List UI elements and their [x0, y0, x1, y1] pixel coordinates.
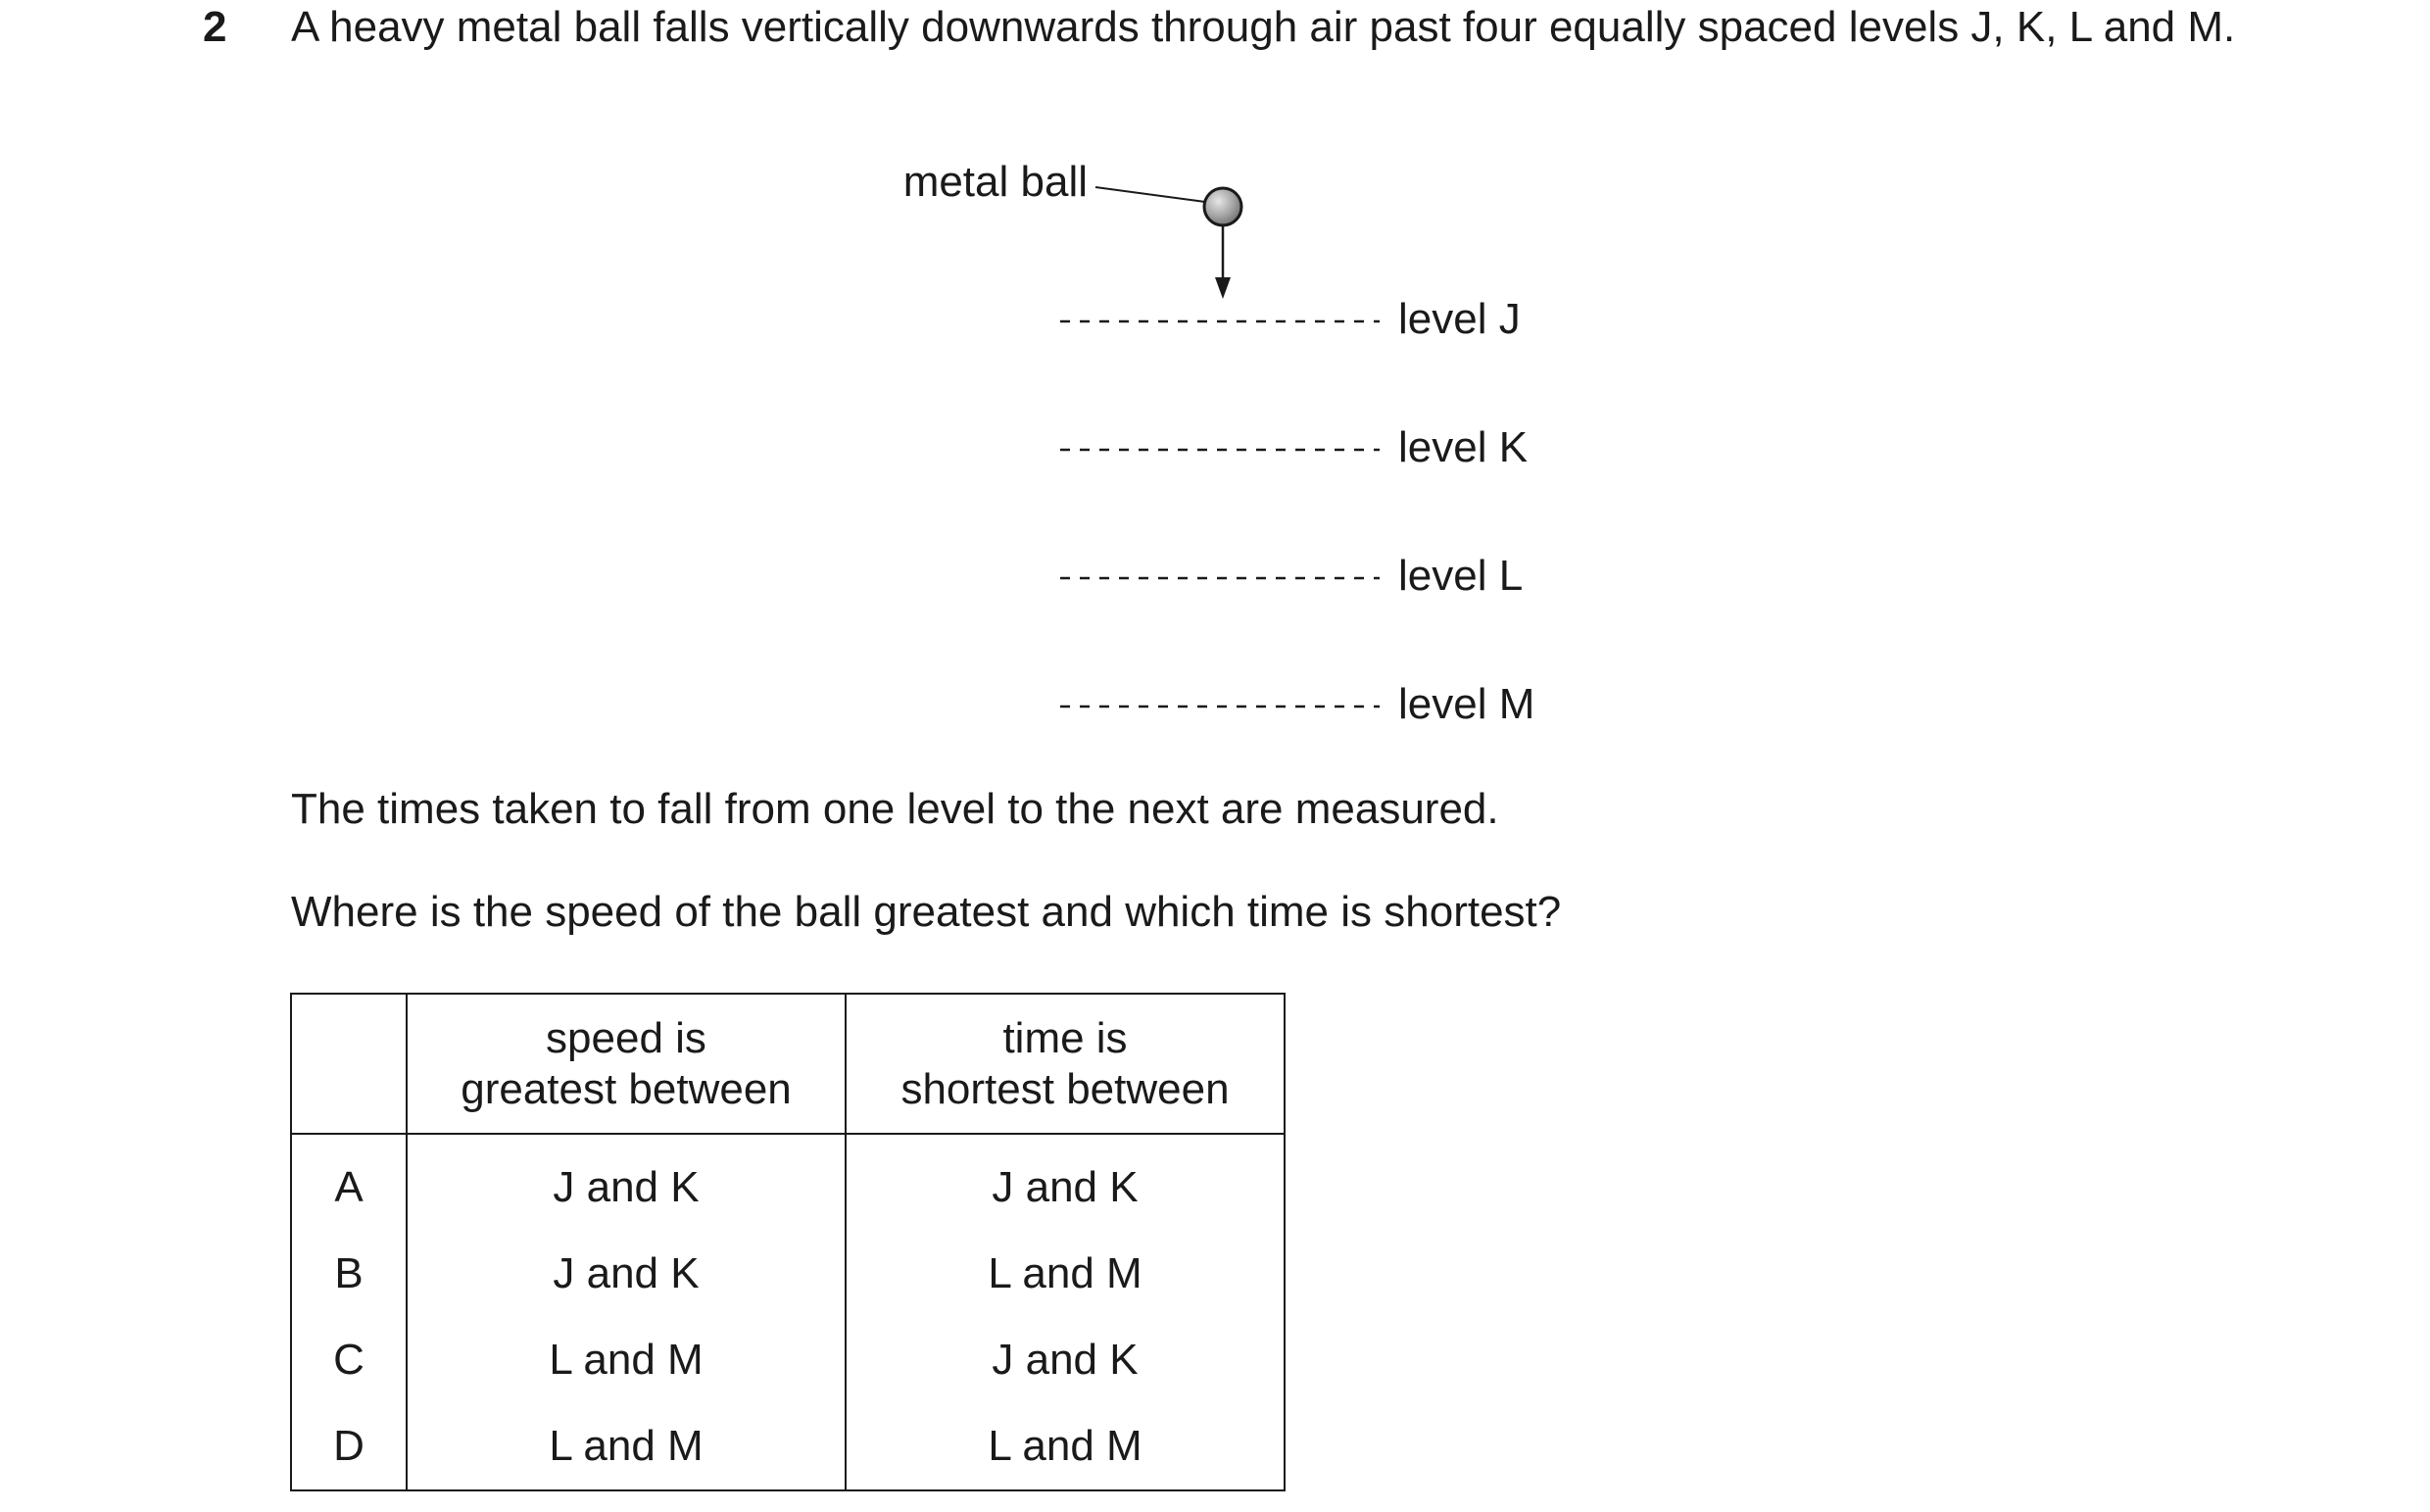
level-k-label: level K: [1398, 423, 1529, 471]
header-blank-cell: [291, 994, 407, 1134]
ball-label-leader: [1095, 187, 1205, 202]
measurement-statement: The times taken to fall from one level to the next are measured.: [291, 785, 1499, 833]
table-header-row: [291, 994, 1285, 1134]
question-stem: A heavy metal ball falls vertically downwards through air past four equally spaced levels J, K, L and M.: [291, 3, 2236, 51]
option-speed: L and M: [407, 1317, 846, 1403]
option-speed: L and M: [407, 1403, 846, 1490]
table-row[interactable]: [291, 1134, 1285, 1231]
level-l-label: level L: [1398, 552, 1524, 600]
option-time: L and M: [846, 1403, 1285, 1490]
metal-ball: [1204, 188, 1241, 225]
header-time-line2: shortest between: [900, 1064, 1230, 1113]
level-j-label: level J: [1398, 295, 1521, 343]
header-speed-cell: [407, 994, 846, 1134]
question-number: 2: [203, 3, 227, 51]
header-time-cell: [846, 994, 1285, 1134]
option-speed: J and K: [407, 1231, 846, 1317]
option-speed: J and K: [407, 1134, 846, 1231]
option-letter: D: [291, 1403, 407, 1490]
ball-label: metal ball: [902, 158, 1088, 206]
option-letter: C: [291, 1317, 407, 1403]
question-prompt: Where is the speed of the ball greatest and which time is shortest?: [291, 888, 1562, 936]
header-speed-line1: speed is: [546, 1013, 706, 1062]
table-row[interactable]: [291, 1317, 1285, 1403]
option-time: J and K: [846, 1317, 1285, 1403]
header-time-line1: time is: [1002, 1013, 1128, 1062]
level-m-label: level M: [1398, 680, 1535, 728]
option-letter: B: [291, 1231, 407, 1317]
fall-arrow-head: [1215, 277, 1231, 299]
header-speed-line2: greatest between: [461, 1064, 792, 1113]
option-time: J and K: [846, 1134, 1285, 1231]
option-time: L and M: [846, 1231, 1285, 1317]
table-row[interactable]: [291, 1231, 1285, 1317]
option-letter: A: [291, 1134, 407, 1231]
table-row[interactable]: [291, 1403, 1285, 1490]
answer-options-table: [290, 993, 1286, 1491]
